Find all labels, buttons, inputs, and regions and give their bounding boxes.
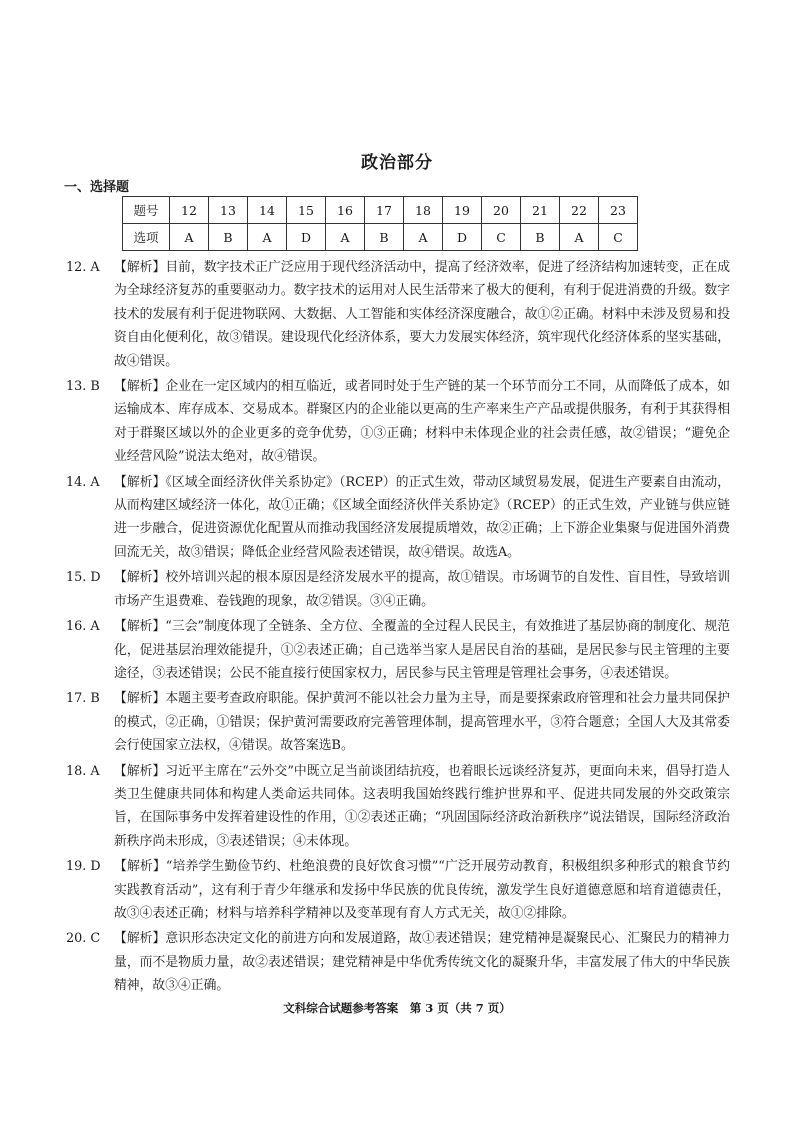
item-text: 【解析】本题主要考查政府职能。保护黄河不能以社会力量为主导，而是要探索政府管理和社会力量共同保护的模式，②正确，①错误；保护黄河需要政府完善管理体制，提高管理水平，③符合题意；全国人大及其常委会行使国家立法权，④错误。故答案选B。: [114, 691, 730, 754]
answer-number-cell: 21: [521, 197, 560, 224]
explanation-item: [66, 256, 730, 373]
item-number: 18. A: [66, 763, 100, 779]
answer-table-number-row: [123, 197, 638, 224]
answer-number-cell: 22: [560, 197, 599, 224]
explanation-item: [66, 927, 730, 997]
item-text: 【解析】“三会”制度体现了全链条、全方位、全覆盖的全过程人民民主，有效推进了基层协商的制度化、规范化，促进基层治理效能提升，①②表述正确；自己选举当家人是居民自治的基础，是居民参与民主管理的主要途径，③表述错误；公民不能直接行使国家权力，居民参与民主管理是管理社会事务，④表述错误。: [114, 619, 730, 681]
item-text: 【解析】习近平主席在“云外交”中既立足当前谈团结抗疫，也着眼长远谈经济复苏，更面向未来，倡导打造人类卫生健康共同体和构建人类命运共同体。这表明我国始终践行维护世界和平、促进共同发展的外交政策宗旨，在国际事务中发挥着建设性的作用，①②表述正确；“巩固国际经济政治新秩序”说法错误，国际经济政治新秩序尚未形成，③表述错误；④未体现。: [114, 763, 730, 849]
page-footer: 文科综合试题参考答案 第 3 页（共 7 页）: [283, 1001, 511, 1015]
answer-number-cell: 16: [326, 197, 365, 224]
item-number: 12. A: [66, 260, 100, 275]
explanation-item: [66, 375, 730, 469]
answer-option-cell: A: [404, 224, 443, 251]
answer-option-cell: D: [287, 224, 326, 251]
answer-number-cell: 12: [170, 197, 209, 224]
page-title: 政治部分: [361, 153, 433, 173]
answer-table-option-row: [123, 224, 638, 251]
explanation-item: [66, 855, 730, 925]
section-title: 一、选择题: [64, 180, 130, 195]
answer-number-cell: 13: [209, 197, 248, 224]
answer-number-cell: 17: [365, 197, 404, 224]
item-text: 【解析】校外培训兴起的根本原因是经济发展水平的提高，故①错误。市场调节的自发性、盲目性，导致培训市场产生退费难、卷钱跑的现象，故②错误。③④正确。: [114, 570, 730, 609]
answer-number-cell: 18: [404, 197, 443, 224]
explanation-item: [66, 760, 730, 854]
answer-number-cell: 14: [248, 197, 287, 224]
answer-option-cell: A: [560, 224, 599, 251]
answer-option-cell: A: [170, 224, 209, 251]
item-number: 16. A: [66, 619, 100, 635]
answer-number-cell: 19: [443, 197, 482, 224]
explanation-item: [66, 471, 730, 565]
answer-option-cell: A: [248, 224, 287, 251]
answer-option-cell: D: [443, 224, 482, 251]
explanation-item: [66, 687, 730, 757]
explanation-list: [66, 256, 730, 1000]
answer-option-cell: B: [209, 224, 248, 251]
item-number: 14. A: [66, 474, 100, 490]
item-text: 【解析】意识形态决定文化的前进方向和发展道路，故①表述错误；建党精神是凝聚民心、汇聚民力的精神力量，而不是物质力量，故②表述错误；建党精神是中华优秀传统文化的凝聚升华，丰富发展了伟大的中华民族精神，故③④正确。: [114, 931, 730, 994]
explanation-item: [66, 615, 730, 685]
answer-option-cell: B: [521, 224, 560, 251]
answer-option-cell: A: [326, 224, 365, 251]
answer-option-cell: C: [482, 224, 521, 251]
answer-table-number-label: 题号: [123, 197, 170, 224]
answer-option-cell: B: [365, 224, 404, 251]
answer-number-cell: 15: [287, 197, 326, 224]
answer-number-cell: 20: [482, 197, 521, 224]
item-number: 20. C: [66, 931, 101, 947]
item-number: 15. D: [66, 570, 101, 586]
item-number: 13. B: [66, 379, 100, 395]
item-number: 17. B: [66, 691, 100, 707]
answer-number-cell: 23: [599, 197, 638, 224]
answer-table: [122, 196, 638, 251]
answer-option-cell: C: [599, 224, 638, 251]
answer-table-option-label: 选项: [123, 224, 170, 251]
item-text: 【解析】《区域全面经济伙伴关系协定》（RCEP）的正式生效，带动区域贸易发展，促进生产要素自由流动，从而构建区域经济一体化，故①正确；《区域全面经济伙伴关系协定》（RCEP）的正式生效，产业链与供应链进一步融合，促进资源优化配置从而推动我国经济发展提质增效，故②正确；上下游企业集聚与促进国外消费回流无关，故③错误；降低企业经营风险表述错误，故④错误。故选A。: [114, 474, 730, 560]
explanation-item: [66, 566, 730, 613]
item-text: 【解析】目前，数字技术正广泛应用于现代经济活动中，提高了经济效率，促进了经济结构加速转变，正在成为全球经济复苏的重要驱动力。数字技术的运用对人民生活带来了极大的便利，有利于促进消费的升级。数字技术的发展有利于促进物联网、大数据、人工智能和实体经济深度融合，故①②正确。材料中未涉及贸易和投资自由化便利化，故③错误。建设现代化经济体系，要大力发展实体经济，筑牢现代化经济体系的坚实基础，故④错误。: [114, 260, 730, 369]
item-number: 19. D: [66, 859, 101, 875]
item-text: 【解析】“培养学生勤俭节约、杜绝浪费的良好饮食习惯”“广泛开展劳动教育，积极组织多种形式的粮食节约实践教育活动”，这有利于青少年继承和发扬中华民族的优良传统，激发学生良好道德意愿和培育道德责任，故③④表述正确；材料与培养科学精神以及变革现有育人方式无关，故①②排除。: [114, 859, 730, 921]
item-text: 【解析】企业在一定区域内的相互临近，或者同时处于生产链的某一个环节而分工不同，从而降低了成本，如运输成本、库存成本、交易成本。群聚区内的企业能以更高的生产率来生产产品或提供服务，有利于其获得相对于群聚区域以外的企业更多的竞争优势，①③正确；材料中未体现企业的社会责任感，故②错误；“避免企业经营风险”说法太绝对，故④错误。: [114, 379, 730, 465]
